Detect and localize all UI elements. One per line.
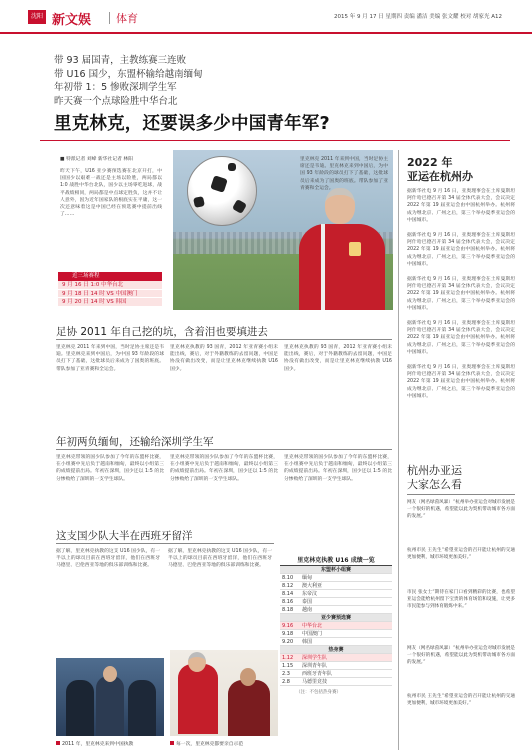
byline: ■ 特派记者 刘峰 新华社记者 林阳 bbox=[60, 157, 133, 162]
section-paragraph: 里克林克执教的 93 国青，2012 年亚青赛小组未能出线，赛后，对于外籍教练的去留问题，中国足协没有做出改变，而是让里克林克继续执教 U16 国少。 bbox=[284, 345, 392, 372]
table-row bbox=[280, 590, 392, 598]
match-opponent: 西班牙青年队 bbox=[302, 671, 333, 677]
match-date: 1.12 bbox=[282, 655, 294, 661]
match-date: 2.8 bbox=[282, 679, 290, 685]
sidebar-title: 亚运在杭州办 bbox=[407, 170, 473, 183]
section-paragraph: 里克林克带领的国少队参加了今年的东盟杯比赛，在小组赛中先后负于越南和缅甸，最终以小组第三的成绩提前出局。年初在深圳，国少还以 1:5 的比分惨败给了深圳的一支学生球队。 bbox=[170, 455, 278, 482]
match-date: 8.18 bbox=[282, 607, 294, 613]
deck-line: 年初带 1：5 惨败深圳学生军 bbox=[54, 82, 177, 93]
header-divider bbox=[109, 12, 110, 24]
section-paragraph: 据了解，里克林克执教的这支 U16 国少队，有一半以上的球员目前在西班牙留洋，他们在西班牙马德里、巴伦西亚等地的俱乐部训练和比赛。 bbox=[56, 549, 160, 569]
schedule-row: 9 月 20 日 14 时 VS 韩国 bbox=[58, 298, 162, 307]
table-row bbox=[280, 582, 392, 590]
sidebar-quote: 网友（网名绿茵风暴）“杭州举办亚运会对城市发展是一个很好的机遇，希望能以此为契机带动城市各方面的发展。” bbox=[407, 646, 516, 665]
sidebar-body: 据新华社电 9 月 16 日，亚奥理事会在土库曼斯坦阿什哈巴德召开第 34 届全体代表大会，会议决定 2022 年第 19 届亚运会由中国杭州举办。杭州将成为继北京、广州之后，第三个举办夏季亚运会的中国城市。 bbox=[407, 189, 515, 223]
match-date: 8.12 bbox=[282, 583, 294, 589]
match-opponent: 深圳青年队 bbox=[302, 663, 328, 669]
sidebar-title: 2022 年 bbox=[407, 156, 453, 169]
table-row bbox=[280, 654, 392, 662]
lead-paragraph: 昨天下午，U16 亚少赛预选赛在北京开打，中国国少以艰难一战还是主场以险胜，两局都以 1:0 战胜中华台北队，国少以主场零吃进球，战平战绩相同，两局都是中点球定胜负，这并不让人意外，因为近年国家队的根底实在平庸，这一次还意味着这是中国已经在预选赛中提前出线了…… bbox=[60, 169, 162, 218]
deck-line: 带 U16 国少，东盟杯输给越南缅甸 bbox=[54, 68, 203, 80]
table-row bbox=[280, 670, 392, 678]
sidebar-quote: 市民 张女士“期待在家门口看到精彩的比赛，也希望亚运会能给杭州留下宝贵的体育场馆和设施，让更多市民能参与到体育锻炼中来。” bbox=[407, 590, 515, 609]
match-opponent: 澳大利亚 bbox=[302, 583, 323, 589]
sidebar-rule bbox=[407, 494, 515, 495]
photo-caption: 每一次，里克林克都要亲自示范 bbox=[170, 740, 243, 747]
table-row bbox=[280, 630, 392, 638]
football-image bbox=[187, 156, 257, 226]
section-rule bbox=[56, 543, 274, 544]
match-opponent: 泰国 bbox=[302, 599, 313, 605]
section-paragraph: 据了解，里克林克执教的这支 U16 国少队，有一半以上的球员目前在西班牙留洋，他们在西班牙马德里、巴伦西亚等地的俱乐部训练和比赛。 bbox=[168, 549, 272, 569]
sidebar-body: 据新华社电 9 月 16 日，亚奥理事会在土库曼斯坦阿什哈巴德召开第 34 届全体代表大会，会议决定 2022 年第 19 届亚运会由中国杭州举办。杭州将成为继北京、广州之后，第三个举办夏季亚运会的中国城市。 bbox=[407, 365, 515, 399]
subsection-title: 体育 bbox=[116, 12, 138, 25]
table-row bbox=[280, 598, 392, 606]
section-heading: 这支国少队大半在西班牙留洋 bbox=[56, 530, 193, 542]
match-date: 1.15 bbox=[282, 663, 294, 669]
edition-badge: 沈阳 bbox=[28, 10, 46, 24]
table-row bbox=[280, 574, 392, 582]
coach-figure bbox=[291, 184, 391, 310]
table-title: 里克林克执教 U16 成绩一览 bbox=[280, 556, 392, 566]
sidebar-quote: 网友（网名绿茵风暴）“杭州举办亚运会对城市发展是一个很好的机遇，希望能以此为契机带动城市各方面的发展。” bbox=[407, 500, 516, 519]
match-opponent: 韩国 bbox=[302, 639, 313, 645]
match-date: 8.10 bbox=[282, 575, 294, 581]
match-opponent: 中国澳门 bbox=[302, 631, 323, 637]
match-opponent: 缅甸 bbox=[302, 575, 313, 581]
training-photo bbox=[170, 650, 278, 736]
deck-line: 昨天赛一个点球险胜中华台北 bbox=[54, 95, 178, 107]
issue-meta: 2015 年 9 月 17 日 星期四 责编 潘洁 美编 张文耀 校对 胡家光 A12 bbox=[334, 14, 502, 20]
table-row bbox=[280, 606, 392, 614]
table-row bbox=[280, 678, 392, 686]
article-title: 里克林克，还要误多少中国青年军? bbox=[54, 114, 330, 134]
match-date: 8.16 bbox=[282, 599, 294, 605]
match-date: 8.14 bbox=[282, 591, 294, 597]
section-rule bbox=[56, 449, 392, 450]
table-stage-row: 东盟杯小组赛 bbox=[280, 566, 392, 574]
sidebar-body: 据新华社电 9 月 16 日，亚奥理事会在土库曼斯坦阿什哈巴德召开第 34 届全体代表大会，会议决定 2022 年第 19 届亚运会由中国杭州举办。杭州将成为继北京、广州之后，第三个举办夏季亚运会的中国城市。 bbox=[407, 277, 515, 311]
match-opponent: 中华台北 bbox=[302, 623, 323, 629]
match-date: 9.20 bbox=[282, 639, 294, 645]
match-date: 9.16 bbox=[282, 623, 294, 629]
sidebar-title: 杭州办亚运 bbox=[407, 464, 462, 477]
table-row bbox=[280, 638, 392, 646]
section-title: 新文娱 bbox=[52, 13, 92, 28]
match-date: 9.18 bbox=[282, 631, 294, 637]
coach-photo bbox=[56, 658, 164, 736]
table-stage-row: 亚少赛预选赛 bbox=[280, 614, 392, 622]
page-header bbox=[0, 0, 532, 34]
section-heading: 年初两负缅甸，还输给深圳学生军 bbox=[56, 436, 214, 448]
title-rule bbox=[40, 140, 510, 141]
match-opponent: 东帝汶 bbox=[302, 591, 318, 597]
sidebar-title: 大家怎么看 bbox=[407, 478, 462, 491]
match-opponent: 深圳学生队 bbox=[302, 655, 328, 661]
deck-headlines bbox=[54, 54, 203, 108]
sidebar-body: 据新华社电 9 月 16 日，亚奥理事会在土库曼斯坦阿什哈巴德召开第 34 届全体代表大会，会议决定 2022 年第 19 届亚运会由中国杭州举办。杭州将成为继北京、广州之后，第三个举办夏季亚运会的中国城市。 bbox=[407, 321, 515, 355]
section-heading: 足协 2011 年自己挖的坑，含着泪也要填进去 bbox=[56, 326, 268, 338]
schedule-row: 9 月 16 日 1:0 中华台北 bbox=[58, 281, 162, 290]
schedule-title: 近三场赛程 bbox=[58, 272, 162, 281]
section-rule bbox=[56, 339, 392, 340]
section-paragraph: 里克林克带领的国少队参加了今年的东盟杯比赛，在小组赛中先后负于越南和缅甸，最终以小组第三的成绩提前出局。年初在深圳，国少还以 1:5 的比分惨败给了深圳的一支学生球队。 bbox=[284, 455, 392, 482]
photo-caption: 2011 年，里克林克来到中国执教 bbox=[56, 740, 133, 747]
table-footnote: （注：不包括热身赛） bbox=[296, 690, 341, 695]
deck-line: 带 93 届国青，主教练赛三连败 bbox=[54, 55, 187, 66]
section-paragraph: 里克林克带领的国少队参加了今年的东盟杯比赛，在小组赛中先后负于越南和缅甸，最终以小组第三的成绩提前出局。年初在深圳，国少还以 1:5 的比分惨败给了深圳的一支学生球队。 bbox=[56, 455, 164, 482]
sidebar-divider bbox=[398, 150, 399, 750]
results-table bbox=[280, 556, 392, 695]
table-row bbox=[280, 622, 392, 630]
sidebar-body: 据新华社电 9 月 16 日，亚奥理事会在土库曼斯坦阿什哈巴德召开第 34 届全体代表大会，会议决定 2022 年第 19 届亚运会由中国杭州举办。杭州将成为继北京、广州之后，第三个举办夏季亚运会的中国城市。 bbox=[407, 233, 515, 267]
intro-column: 里克林克 2011 年来到中国，当时足协主席还是韦迪。里克林克来到中国后，为中国 93 年龄段的球员打下了基础，这批球员后来成为了国奥的班底。带队参加了亚青赛和全运会。 bbox=[300, 157, 388, 191]
match-opponent: 马德里竞技 bbox=[302, 679, 328, 685]
section-paragraph: 里克林克 2011 年来到中国，当时足协主席还是韦迪。里克林克来到中国后，为中国 93 年龄段的球员打下了基础，这批球员后来成为了国奥的班底。带队参加了亚青赛和全运会。 bbox=[56, 345, 164, 372]
sidebar-quote: 杭州市民 王先生“希望亚运会的召开能让杭州的交通更加便利，城市环境更加美好。” bbox=[407, 548, 515, 560]
section-paragraph: 里克林克执教的 93 国青，2012 年亚青赛小组未能出线，赛后，对于外籍教练的去留问题，中国足协没有做出改变，而是让里克林克继续执教 U16 国少。 bbox=[170, 345, 278, 372]
match-opponent: 越南 bbox=[302, 607, 313, 613]
table-stage-row: 热身赛 bbox=[280, 646, 392, 654]
schedule-box bbox=[58, 272, 162, 307]
table-row bbox=[280, 662, 392, 670]
schedule-row: 9 月 18 日 14 时 VS 中国澳门 bbox=[58, 290, 162, 299]
sidebar-quote: 杭州市民 王先生“希望亚运会的召开能让杭州的交通更加便利，城市环境更加美好。” bbox=[407, 694, 515, 706]
match-date: 2.3 bbox=[282, 671, 290, 677]
